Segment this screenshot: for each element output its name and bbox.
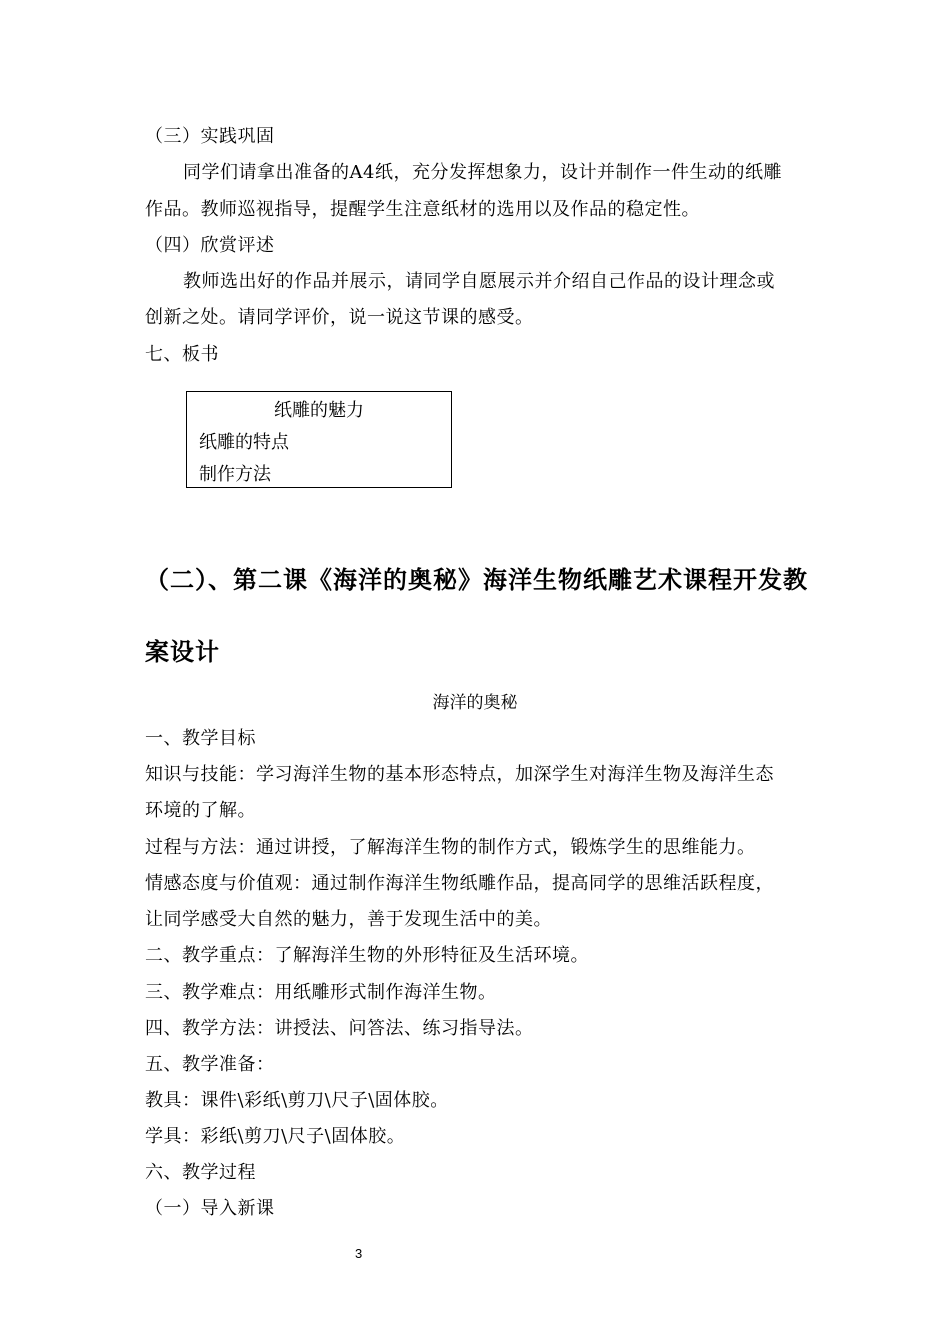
goals-heading: 一、教学目标 xyxy=(145,728,256,749)
knowledge-line1: 知识与技能：学习海洋生物的基本形态特点，加深学生对海洋生物及海洋生态 xyxy=(145,764,774,785)
page-number: 3 xyxy=(355,1246,363,1261)
board-title: 纸雕的魅力 xyxy=(274,400,364,421)
lesson-two-title: 海洋的奥秘 xyxy=(432,693,518,713)
process-heading: 六、教学过程 xyxy=(145,1162,256,1183)
section-four-heading: （四）欣赏评述 xyxy=(145,235,275,256)
emotion-line2: 让同学感受大自然的魅力，善于发现生活中的美。 xyxy=(145,909,552,930)
board-box xyxy=(186,391,452,488)
knowledge-line2: 环境的了解。 xyxy=(145,800,256,821)
section-four-paragraph-line1: 教师选出好的作品并展示，请同学自愿展示并介绍自己作品的设计理念或 xyxy=(183,271,775,292)
teacher-tools: 教具：课件\彩纸\剪刀\尺子\固体胶。 xyxy=(145,1090,449,1111)
intro-heading: （一）导入新课 xyxy=(145,1198,275,1219)
lesson-two-heading-line1: （二）、第二课《海洋的奥秘》海洋生物纸雕艺术课程开发教 xyxy=(145,566,808,594)
difficulties: 三、教学难点：用纸雕形式制作海洋生物。 xyxy=(145,982,497,1003)
section-three-heading: （三）实践巩固 xyxy=(145,126,275,147)
key-points: 二、教学重点：了解海洋生物的外形特征及生活环境。 xyxy=(145,945,589,966)
board-item-features: 纸雕的特点 xyxy=(199,432,289,453)
process-method: 过程与方法：通过讲授，了解海洋生物的制作方式，锻炼学生的思维能力。 xyxy=(145,837,756,858)
lesson-two-heading-line2: 案设计 xyxy=(145,638,220,666)
teaching-methods: 四、教学方法：讲授法、问答法、练习指导法。 xyxy=(145,1018,534,1039)
board-heading: 七、板书 xyxy=(145,344,219,365)
section-three-paragraph-line2: 作品。教师巡视指导，提醒学生注意纸材的选用以及作品的稳定性。 xyxy=(145,199,700,220)
section-three-paragraph-line1: 同学们请拿出准备的A4纸，充分发挥想象力，设计并制作一件生动的纸雕 xyxy=(183,162,782,183)
section-four-paragraph-line2: 创新之处。请同学评价，说一说这节课的感受。 xyxy=(145,307,534,328)
prep-heading: 五、教学准备： xyxy=(145,1054,275,1075)
student-tools: 学具：彩纸\剪刀\尺子\固体胶。 xyxy=(145,1126,406,1147)
emotion-line1: 情感态度与价值观：通过制作海洋生物纸雕作品，提高同学的思维活跃程度， xyxy=(145,873,774,894)
board-item-method: 制作方法 xyxy=(199,464,271,485)
